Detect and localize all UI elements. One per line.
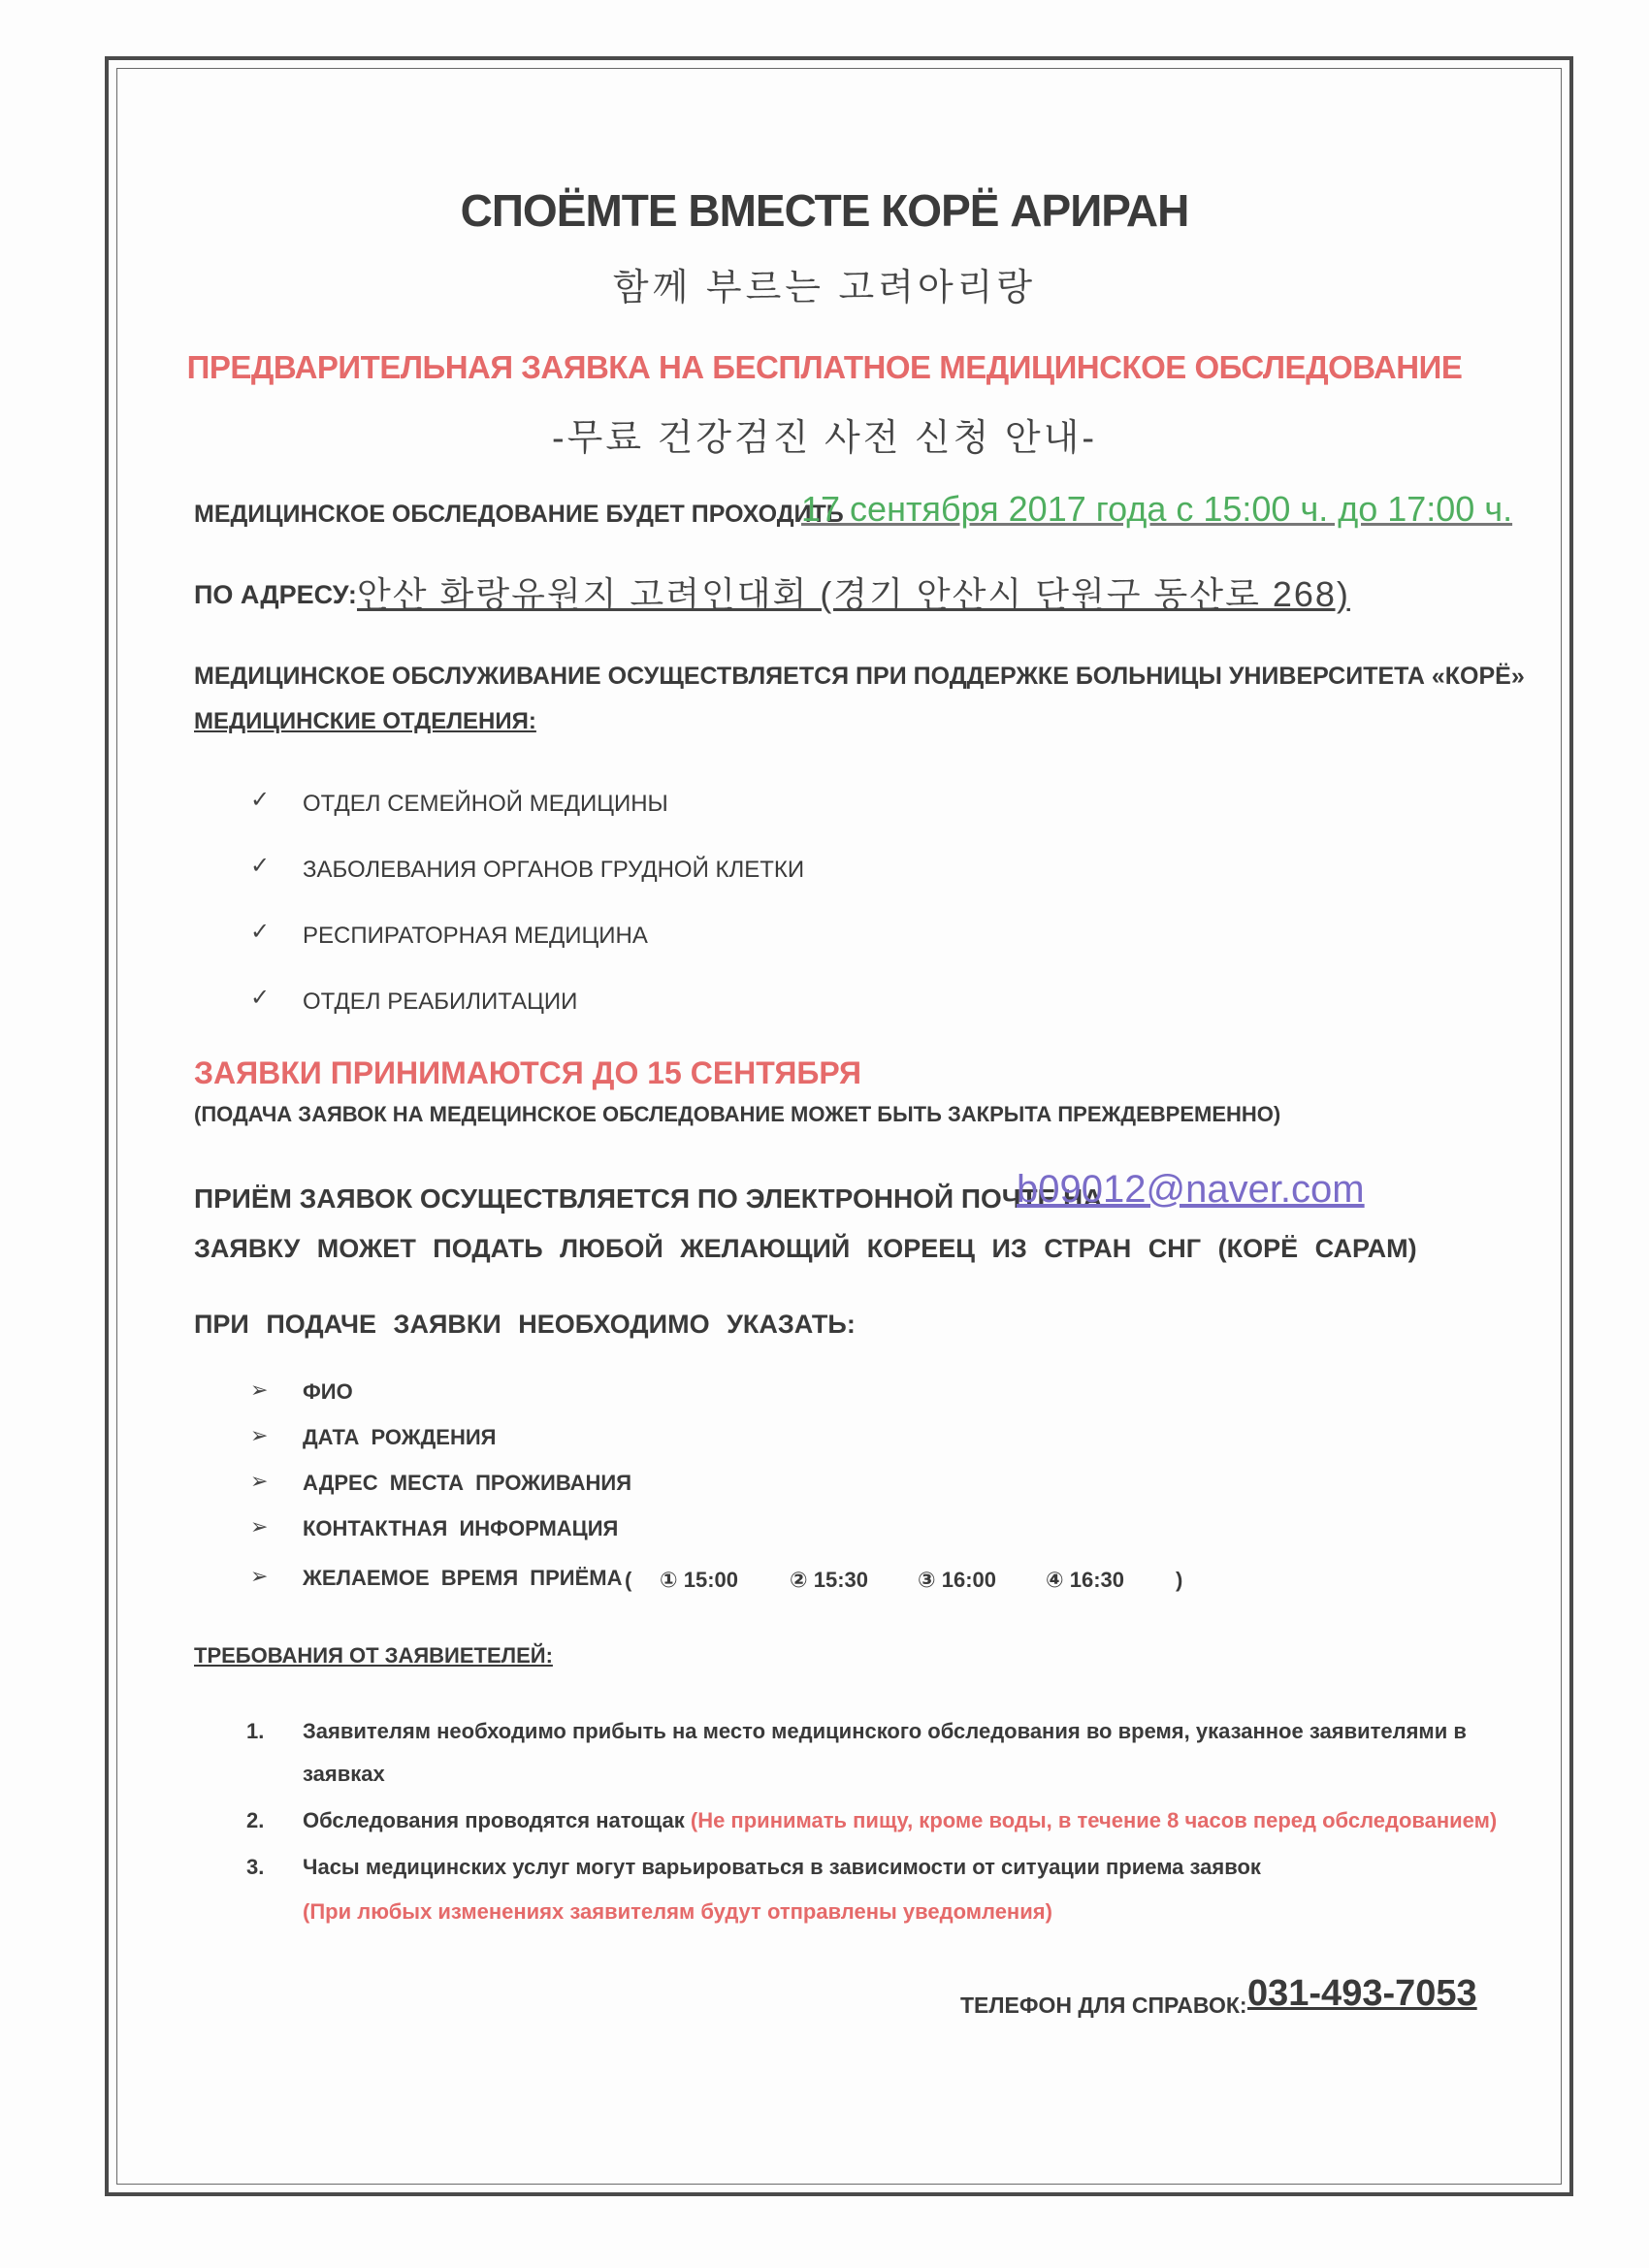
check-icon: ✓ bbox=[250, 985, 271, 1011]
arrow-bullet-icon: ➢ bbox=[250, 1564, 269, 1588]
arrow-bullet-icon: ➢ bbox=[250, 1469, 269, 1493]
page-subtitle: 함께 부르는 고려아리랑 bbox=[612, 268, 1037, 308]
requirement-number: 3. bbox=[246, 1855, 265, 1879]
required-field: ФИО bbox=[303, 1379, 353, 1404]
arrow-bullet-icon: ➢ bbox=[250, 1377, 269, 1402]
required-field: АДРЕС МЕСТА ПРОЖИВАНИЯ bbox=[303, 1471, 632, 1495]
time-slot-option: ② 15:30 bbox=[790, 1568, 869, 1592]
announcement-subheading: -무료 건강검진 사전 신청 안내- bbox=[551, 418, 1098, 459]
announcement-heading: ПРЕДВАРИТЕЛЬНАЯ ЗАЯВКА НА БЕСПЛАТНОЕ МЕДИЦИНСКОЕ ОБСЛЕДОВАНИЕ bbox=[186, 349, 1463, 385]
check-icon: ✓ bbox=[250, 853, 271, 879]
email-label: ПРИЁМ ЗАЯВОК ОСУЩЕСТВЛЯЕТСЯ ПО ЭЛЕКТРОННОЙ ПОЧТЕ НА bbox=[194, 1183, 1103, 1214]
deadline-note: (ПОДАЧА ЗАЯВОК НА МЕДЕЦИНСКОЕ ОБСЛЕДОВАНИЕ МОЖЕТ БЫТЬ ЗАКРЫТА ПРЕЖДЕВРЕМЕННО) bbox=[194, 1102, 1281, 1126]
time-slot-option: ④ 16:30 bbox=[1046, 1568, 1125, 1592]
requirement-text-main: Обследования проводятся натощак bbox=[303, 1808, 685, 1832]
required-field: КОНТАКТНАЯ ИНФОРМАЦИЯ bbox=[303, 1516, 619, 1540]
department-item: ОТДЕЛ РЕАБИЛИТАЦИИ bbox=[303, 988, 578, 1015]
page-title: СПОЁМТЕ ВМЕСТЕ КОРЁ АРИРАН bbox=[460, 185, 1189, 236]
time-preference-label: ЖЕЛАЕМОЕ ВРЕМЯ ПРИЁМА bbox=[303, 1566, 623, 1590]
requirement-text-warning: (Не принимать пищу, кроме воды, в течение 8 часов перед обследованием) bbox=[690, 1808, 1498, 1832]
requirement-number: 1. bbox=[246, 1719, 265, 1743]
departments-heading: МЕДИЦИНСКИЕ ОТДЕЛЕНИЯ: bbox=[194, 708, 536, 734]
department-item: ЗАБОЛЕВАНИЯ ОРГАНОВ ГРУДНОЙ КЛЕТКИ bbox=[303, 857, 805, 883]
time-slot-option: ③ 16:00 bbox=[918, 1568, 997, 1592]
required-heading: ПРИ ПОДАЧЕ ЗАЯВКИ НЕОБХОДИМО УКАЗАТЬ: bbox=[194, 1310, 856, 1339]
required-field: ДАТА РОЖДЕНИЯ bbox=[303, 1425, 497, 1449]
department-item: РЕСПИРАТОРНАЯ МЕДИЦИНА bbox=[303, 923, 648, 949]
requirement-text-warning: (При любых изменениях заявителям будут отправлены уведомления) bbox=[303, 1899, 1052, 1924]
support-statement: МЕДИЦИНСКОЕ ОБСЛУЖИВАНИЕ ОСУЩЕСТВЛЯЕТСЯ ПРИ ПОДДЕРЖКЕ БОЛЬНИЦЫ УНИВЕРСИТЕТА «КОРЁ» bbox=[194, 663, 1525, 690]
requirement-text: Часы медицинских услуг могут варьироваться в зависимости от ситуации приема заявок bbox=[303, 1855, 1261, 1879]
arrow-bullet-icon: ➢ bbox=[250, 1514, 269, 1539]
check-icon: ✓ bbox=[250, 919, 271, 945]
requirements-heading: ТРЕБОВАНИЯ ОТ ЗАЯВИЕТЕЛЕЙ: bbox=[194, 1643, 553, 1668]
time-slot-option: ① 15:00 bbox=[660, 1568, 739, 1592]
deadline-text: ЗАЯВКИ ПРИНИМАЮТСЯ ДО 15 СЕНТЯБРЯ bbox=[194, 1055, 861, 1090]
eligibility-text: ЗАЯВКУ МОЖЕТ ПОДАТЬ ЛЮБОЙ ЖЕЛАЮЩИЙ КОРЕЕЦ ИЗ СТРАН СНГ (КОРЁ САРАМ) bbox=[194, 1234, 1417, 1263]
time-open-paren: ( bbox=[625, 1568, 632, 1592]
time-close-paren: ) bbox=[1176, 1568, 1183, 1592]
requirement-number: 2. bbox=[246, 1808, 265, 1832]
address-value: 안산 화랑유원지 고려인대회 (경기 안산시 단원구 동산로 268) bbox=[357, 574, 1350, 614]
schedule-date: 17 сентября 2017 года с 15:00 ч. до 17:00 ч. bbox=[801, 489, 1513, 529]
email-link[interactable]: b09012@naver.com bbox=[1017, 1168, 1365, 1211]
department-item: ОТДЕЛ СЕМЕЙНОЙ МЕДИЦИНЫ bbox=[303, 791, 668, 817]
arrow-bullet-icon: ➢ bbox=[250, 1423, 269, 1447]
contact-phone[interactable]: 031-493-7053 bbox=[1247, 1973, 1477, 2014]
schedule-label: МЕДИЦИНСКОЕ ОБСЛЕДОВАНИЕ БУДЕТ ПРОХОДИТЬ bbox=[194, 501, 844, 528]
requirement-text-continued: заявках bbox=[303, 1762, 385, 1786]
check-icon: ✓ bbox=[250, 787, 271, 813]
address-label: ПО АДРЕСУ: bbox=[194, 580, 357, 609]
contact-label: ТЕЛЕФОН ДЛЯ СПРАВОК: bbox=[960, 1993, 1247, 2018]
requirement-text: Заявителям необходимо прибыть на место медицинского обследования во время, указанное заявителями в bbox=[303, 1719, 1467, 1743]
requirement-text bbox=[303, 1808, 1497, 1833]
